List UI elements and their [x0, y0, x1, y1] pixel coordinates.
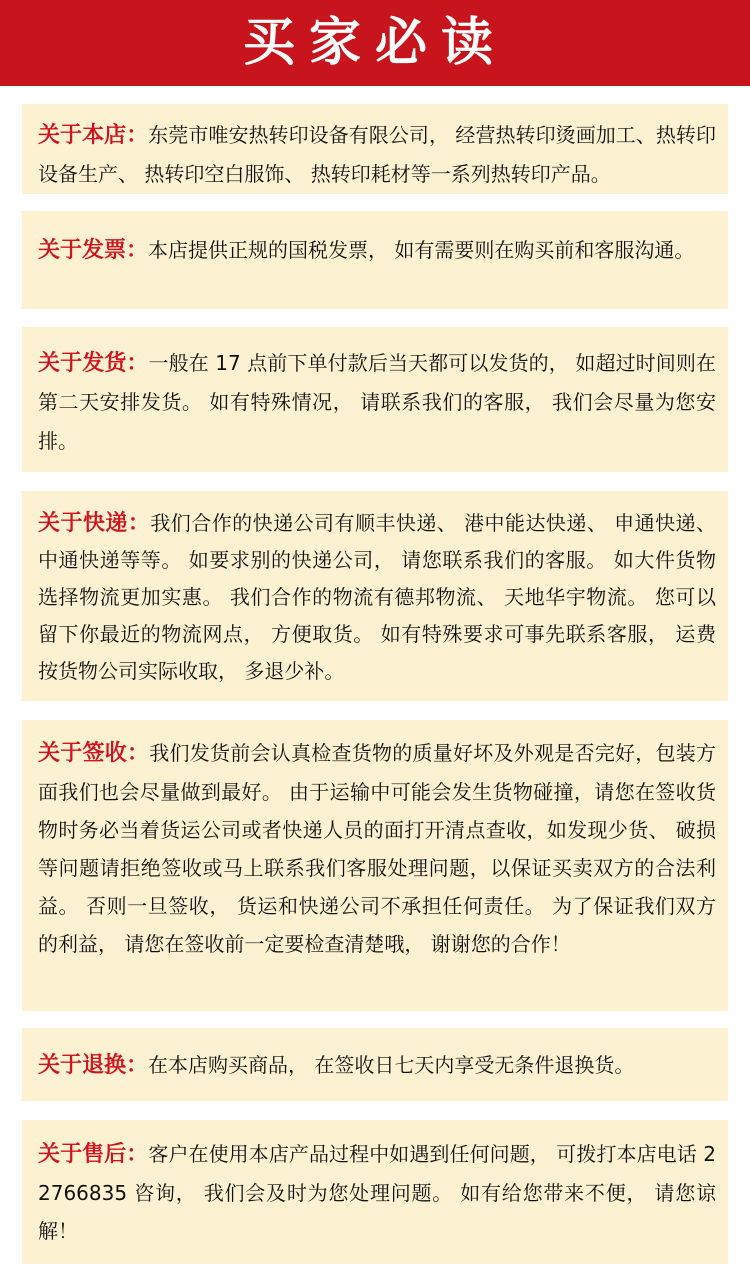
- section-about-express: [22, 491, 728, 701]
- section-label: 关于快递：: [38, 511, 151, 536]
- section-text: 本店提供正规的国税发票， 如有需要则在购买前和客服沟通。: [148, 238, 695, 262]
- section-content: [38, 344, 716, 461]
- page-title: 买家必读: [242, 13, 507, 73]
- section-label: 关于退换：: [38, 1053, 149, 1078]
- section-content: [38, 734, 716, 963]
- section-content: [38, 505, 716, 690]
- section-text: 客户在使用本店产品过程中如遇到任何问题， 可拨打本店电话 22766835 咨询， 我们会及时为您处理问题。 如有给您带来不便， 请您谅解！: [38, 1142, 716, 1243]
- section-label: 关于售后：: [38, 1142, 149, 1167]
- section-label: 关于签收：: [38, 741, 150, 766]
- section-content: [38, 1135, 716, 1250]
- section-content: [38, 1045, 716, 1086]
- section-label: 关于发票：: [38, 238, 149, 263]
- section-text: 我们发货前会认真检查货物的质量好坏及外观是否完好，包装方面我们也会尽量做到最好。 由于运输中可能会发生货物碰撞，请您在签收货物时务必当着货运公司或者快递人员的面打开清点查收，如发现少货、 破损等问题请拒绝签收或马上联系我们客服处理问题，以保证买卖双方的合法利益。 否则一旦签收， 货运和快递公司不承担任何责任。 为了保证我们双方的利益， 请您在签收前一定要检查清楚哦， 谢谢您的合作！: [38, 741, 716, 956]
- section-about-receipt: [22, 720, 728, 1011]
- section-text: 在本店购买商品， 在签收日七天内享受无条件退换货。: [148, 1053, 635, 1077]
- header-banner: [0, 0, 750, 86]
- section-about-aftersales: [22, 1120, 728, 1264]
- section-content: [38, 116, 716, 194]
- section-content: [38, 229, 716, 272]
- section-text: 一般在 17 点前下单付款后当天都可以发货的， 如超过时间则在第二天安排发货。 如有特殊情况， 请联系我们的客服， 我们会尽量为您安排。: [38, 351, 716, 453]
- section-text: 东莞市唯安热转印设备有限公司， 经营热转印烫画加工、热转印设备生产、 热转印空白服饰、 热转印耗材等一系列热转印产品。: [38, 123, 716, 186]
- section-about-store: [22, 104, 728, 194]
- section-label: 关于本店：: [38, 123, 149, 148]
- section-text: 我们合作的快递公司有顺丰快递、 港中能达快递、 申通快递、 中通快递等等。 如要求别的快递公司， 请您联系我们的客服。 如大件货物选择物流更加实惠。 我们合作的物流有德邦物流、 天地华宇物流。 您可以留下你最近的物流网点， 方便取货。 如有特殊要求可事先联系客服， 运费按货物公司实际收取， 多退少补。: [38, 511, 716, 683]
- section-about-return: [22, 1028, 728, 1101]
- section-about-shipping: [22, 327, 728, 472]
- section-about-invoice: [22, 211, 728, 309]
- section-label: 关于发货：: [38, 351, 149, 376]
